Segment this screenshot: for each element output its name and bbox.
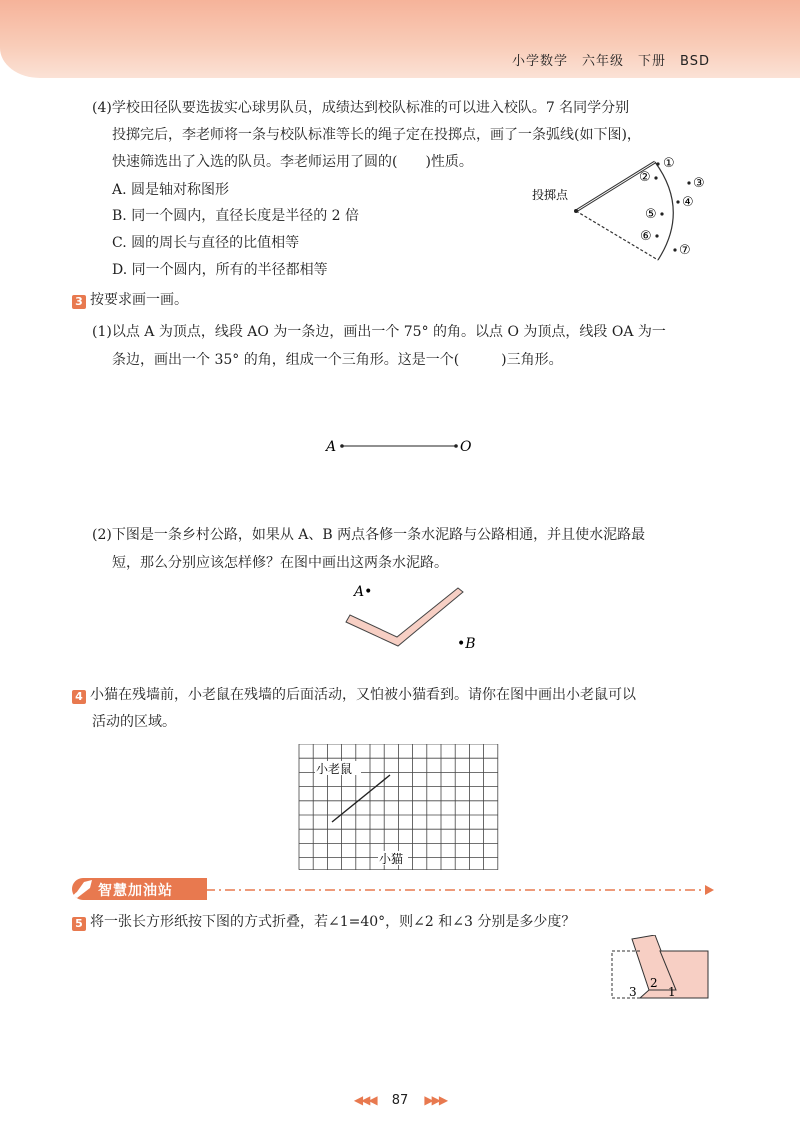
section-dash-line: [205, 880, 715, 900]
marker-4: ④: [682, 195, 694, 210]
header-title: 小学数学 六年级 下册 BSD: [512, 54, 710, 69]
q3-title: 按要求画一画。: [90, 292, 188, 308]
q4-text-1: 小猫在残墙前，小老鼠在残墙的后面活动，又怕被小猫看到。请你在图中画出小老鼠可以: [90, 687, 636, 703]
q4-line-2: 活动的区域。: [92, 714, 176, 730]
throw-point: [574, 209, 578, 213]
marker-1: ①: [663, 156, 675, 171]
point-o-label: O: [460, 439, 472, 455]
dot-4: [676, 200, 679, 203]
angle-2-label: 2: [650, 976, 658, 990]
q3-p1-line-1: (1)以点 A 为顶点，线段 AO 为一条边，画出一个 75° 的角。以点 O 为顶点，线段 OA 为一: [92, 324, 666, 340]
fold-figure: [610, 935, 710, 1005]
prev-arrows-icon: ◀◀◀: [353, 1093, 376, 1107]
point-b-road: •B: [457, 636, 476, 652]
grid-figure: [298, 744, 500, 870]
q5-text: 将一张长方形纸按下图的方式折叠，若∠1=40°，则∠2 和∠3 分别是多少度？: [90, 914, 576, 930]
q3-heading: [72, 290, 188, 310]
marker-7: ⑦: [679, 243, 691, 258]
point-o: [454, 444, 458, 448]
dot-7: [673, 248, 676, 251]
q4-number-badge: 4: [72, 690, 86, 704]
next-arrows-icon: ▶▶▶: [424, 1093, 447, 1107]
marker-5: ⑤: [645, 207, 657, 222]
q4-4-line-2: 投掷完后，李老师将一条与校队标准等长的绳子定在投掷点，画了一条弧线(如下图)，: [112, 127, 641, 143]
marker-3: ③: [693, 176, 705, 191]
angle-1-label: 1: [668, 985, 676, 999]
section-title: 智慧加油站: [98, 883, 173, 899]
point-a: [340, 444, 344, 448]
q3-p1-line-2: 条边，画出一个 35° 的角，组成一个三角形。这是一个( )三角形。: [112, 352, 563, 368]
page-footer: [0, 1093, 800, 1108]
point-a-road: A•: [354, 584, 373, 600]
q3-p2-line-1: (2)下图是一条乡村公路，如果从 A、B 两点各修一条水泥路与公路相通，并且使水泥路最: [92, 527, 646, 543]
marker-6: ⑥: [640, 229, 652, 244]
page-number: 87: [391, 1093, 409, 1108]
q4-4-line-1: (4)学校田径队要选拔实心球男队员，成绩达到校队标准的可以进入校队。7 名同学分别: [92, 100, 630, 116]
dot-5: [660, 212, 663, 215]
point-a-label: A: [326, 439, 337, 455]
option-a: A. 圆是轴对称图形: [112, 182, 230, 198]
throw-point-label: 投掷点: [532, 188, 569, 202]
rocket-icon: [68, 876, 102, 902]
angle-3-label: 3: [629, 985, 637, 999]
q5-number-badge: 5: [72, 917, 86, 931]
option-c: C. 圆的周长与直径的比值相等: [112, 235, 300, 251]
q4-line-1: [72, 685, 636, 705]
mouse-label: 小老鼠: [316, 762, 353, 776]
q5-line: [72, 912, 575, 932]
dot-1: [656, 162, 659, 165]
throwing-figure: [530, 150, 720, 270]
segment-ao-figure: [320, 432, 480, 458]
option-b: B. 同一个圆内，直径长度是半径的 2 倍: [112, 208, 359, 224]
arc-line: [655, 162, 673, 260]
q4-4-line-3: 快速筛选出了入选的队员。李老师运用了圆的( )性质。: [112, 154, 473, 170]
dot-2: [654, 176, 657, 179]
q3-p2-line-2: 短，那么分别应该怎样修？在图中画出这两条水泥路。: [112, 555, 448, 571]
dot-6: [655, 234, 658, 237]
cat-label: 小猫: [379, 852, 404, 866]
dot-3: [687, 181, 690, 184]
arrow-right-icon: [705, 885, 714, 895]
road-figure: [330, 578, 490, 658]
q3-number-badge: 3: [72, 295, 86, 309]
option-d: D. 同一个圆内，所有的半径都相等: [112, 262, 328, 278]
marker-2: ②: [639, 170, 651, 185]
